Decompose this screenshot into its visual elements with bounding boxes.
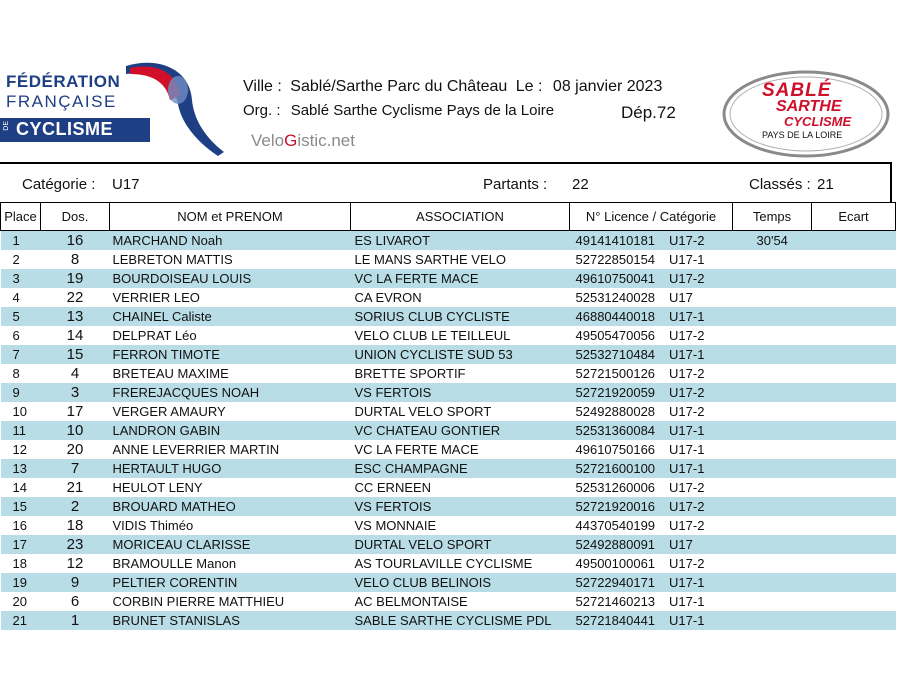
cell-association: CC ERNEEN [351,478,570,497]
cell-temps [733,326,812,345]
licence-category: U17-2 [669,556,705,571]
cell-dossard: 6 [41,592,110,611]
table-row [1,250,896,269]
licence-number: 49610750041 [575,271,656,286]
cell-ecart [812,478,896,497]
cell-nom: BROUARD MATHEO [110,497,351,516]
licence-number: 52722850154 [575,252,656,267]
ffc-logo-de: DE [3,121,10,131]
cell-association: BRETTE SPORTIF [351,364,570,383]
licence-category: U17-1 [669,613,705,628]
cell-licence [570,459,733,478]
cell-dossard: 2 [41,497,110,516]
licence-number: 52722940171 [575,575,656,590]
cell-ecart [812,497,896,516]
table-row [1,554,896,573]
cell-association: VS FERTOIS [351,383,570,402]
table-row [1,592,896,611]
col-header-place: Place [1,203,41,231]
cell-licence [570,573,733,592]
cell-licence [570,516,733,535]
licence-category: U17-2 [669,233,705,248]
cell-licence [570,364,733,383]
licence-number: 52531240028 [575,290,656,305]
cell-licence [570,383,733,402]
table-row [1,383,896,402]
cell-licence [570,326,733,345]
cell-association: VS MONNAIE [351,516,570,535]
ffc-logo [0,60,230,160]
cell-place: 12 [1,440,41,459]
cell-licence [570,231,733,251]
cell-association: LE MANS SARTHE VELO [351,250,570,269]
cell-licence [570,250,733,269]
cell-licence [570,478,733,497]
cell-ecart [812,326,896,345]
licence-category: U17-1 [669,461,705,476]
licence-category: U17-1 [669,594,705,609]
cell-ecart [812,231,896,251]
licence-category: U17-2 [669,518,705,533]
partants-value: 22 [572,176,589,193]
table-row [1,440,896,459]
cell-nom: FREREJACQUES NOAH [110,383,351,402]
cell-ecart [812,269,896,288]
cell-ecart [812,288,896,307]
departement: Dép.72 [621,103,676,122]
cell-ecart [812,402,896,421]
cell-place: 10 [1,402,41,421]
categorie-label: Catégorie : [22,176,96,193]
cell-nom: MORICEAU CLARISSE [110,535,351,554]
licence-number: 52721920016 [575,499,656,514]
licence-number: 44370540199 [575,518,656,533]
cell-association: VC LA FERTE MACE [351,440,570,459]
cell-licence [570,421,733,440]
cell-ecart [812,459,896,478]
cell-ecart [812,535,896,554]
cell-ecart [812,592,896,611]
cell-association: ES LIVAROT [351,231,570,251]
licence-category: U17-2 [669,480,705,495]
licence-number: 49500100061 [575,556,656,571]
cell-ecart [812,250,896,269]
org-value: Sablé Sarthe Cyclisme Pays de la Loire [290,102,555,119]
col-header-nom: NOM et PRENOM [110,203,351,231]
table-row [1,345,896,364]
cell-dossard: 13 [41,307,110,326]
table-row [1,326,896,345]
classes-value: 21 [817,176,834,193]
table-row [1,269,896,288]
licence-category: U17 [669,290,693,305]
cell-temps [733,592,812,611]
cell-dossard: 9 [41,573,110,592]
licence-number: 52721500126 [575,366,656,381]
licence-number: 49505470056 [575,328,656,343]
cell-association: DURTAL VELO SPORT [351,402,570,421]
cell-licence [570,611,733,630]
cell-licence [570,554,733,573]
table-row [1,611,896,630]
cell-place: 16 [1,516,41,535]
cell-dossard: 10 [41,421,110,440]
table-row [1,497,896,516]
date-value: 08 janvier 2023 [552,78,663,95]
licence-number: 52492880091 [575,537,656,552]
table-row [1,478,896,497]
cell-nom: PELTIER CORENTIN [110,573,351,592]
licence-category: U17 [669,537,693,552]
cell-dossard: 15 [41,345,110,364]
cell-association: ESC CHAMPAGNE [351,459,570,478]
cell-temps [733,402,812,421]
ffc-logo-band-text: CYCLISME [16,119,114,139]
cell-dossard: 21 [41,478,110,497]
cell-temps [733,421,812,440]
cell-nom: VERRIER LEO [110,288,351,307]
cell-association: DURTAL VELO SPORT [351,535,570,554]
date-label: Le : [515,78,543,95]
table-row [1,307,896,326]
col-header-association: ASSOCIATION [351,203,570,231]
cell-nom: HEULOT LENY [110,478,351,497]
cell-nom: BRUNET STANISLAS [110,611,351,630]
cell-temps [733,516,812,535]
cell-ecart [812,421,896,440]
licence-category: U17-2 [669,271,705,286]
cell-place: 14 [1,478,41,497]
cell-ecart [812,554,896,573]
licence-number: 52531360084 [575,423,656,438]
sable-logo-line4: PAYS DE LA LOIRE [762,130,843,140]
col-header-dos: Dos. [41,203,110,231]
cell-temps [733,364,812,383]
cell-temps [733,440,812,459]
cell-nom: BRAMOULLE Manon [110,554,351,573]
ffc-logo-band [0,118,150,142]
cell-ecart [812,383,896,402]
cell-licence [570,402,733,421]
cell-dossard: 3 [41,383,110,402]
cell-nom: VERGER AMAURY [110,402,351,421]
cell-dossard: 4 [41,364,110,383]
classes-label: Classés : [749,176,811,193]
partants-label: Partants : [483,176,548,193]
licence-category: U17-2 [669,366,705,381]
cell-dossard: 22 [41,288,110,307]
cell-nom: LANDRON GABIN [110,421,351,440]
cell-dossard: 23 [41,535,110,554]
cell-place: 6 [1,326,41,345]
licence-number: 52721840441 [575,613,656,628]
cell-place: 19 [1,573,41,592]
table-row [1,459,896,478]
cell-place: 5 [1,307,41,326]
cell-association: UNION CYCLISTE SUD 53 [351,345,570,364]
table-row [1,516,896,535]
cell-licence [570,288,733,307]
licence-category: U17-1 [669,347,705,362]
table-row [1,535,896,554]
cell-dossard: 7 [41,459,110,478]
cell-nom: DELPRAT Léo [110,326,351,345]
licence-number: 52721920059 [575,385,656,400]
licence-number: 52721460213 [575,594,656,609]
table-row [1,402,896,421]
col-header-ecart: Ecart [812,203,896,231]
cell-dossard: 18 [41,516,110,535]
ville-value: Sablé/Sarthe Parc du Château [290,78,508,95]
cell-dossard: 16 [41,231,110,251]
licence-category: U17-1 [669,252,705,267]
licence-number: 52532710484 [575,347,656,362]
col-header-licence: N° Licence / Catégorie [570,203,733,231]
cell-temps [733,307,812,326]
cell-place: 3 [1,269,41,288]
cell-nom: HERTAULT HUGO [110,459,351,478]
ffc-swoosh-icon [120,60,230,160]
cell-nom: CHAINEL Caliste [110,307,351,326]
category-summary-bar [0,162,892,202]
org-line [243,102,554,119]
sable-sarthe-logo [722,70,890,158]
org-label: Org. : [243,102,281,119]
cell-nom: BOURDOISEAU LOUIS [110,269,351,288]
cell-place: 2 [1,250,41,269]
ville-line [243,78,662,96]
sable-logo-line1: SABLÉ [762,80,832,101]
table-row [1,573,896,592]
licence-category: U17-1 [669,309,705,324]
cell-association: VS FERTOIS [351,497,570,516]
cell-temps [733,459,812,478]
cell-association: AS TOURLAVILLE CYCLISME [351,554,570,573]
cell-licence [570,535,733,554]
table-row [1,231,896,251]
cell-dossard: 12 [41,554,110,573]
cell-ecart [812,345,896,364]
cell-dossard: 14 [41,326,110,345]
licence-category: U17-1 [669,442,705,457]
cell-temps [733,478,812,497]
ville-label: Ville : [243,78,282,95]
cell-dossard: 8 [41,250,110,269]
cell-ecart [812,573,896,592]
cell-place: 4 [1,288,41,307]
licence-category: U17-1 [669,423,705,438]
cell-place: 11 [1,421,41,440]
licence-category: U17-1 [669,575,705,590]
cell-association: SORIUS CLUB CYCLISTE [351,307,570,326]
cell-temps [733,554,812,573]
licence-number: 49141410181 [575,233,656,248]
cell-association: CA EVRON [351,288,570,307]
cell-dossard: 20 [41,440,110,459]
cell-dossard: 19 [41,269,110,288]
cell-temps [733,611,812,630]
cell-licence [570,307,733,326]
cell-association: VELO CLUB LE TEILLEUL [351,326,570,345]
licence-category: U17-2 [669,404,705,419]
cell-nom: LEBRETON MATTIS [110,250,351,269]
table-row [1,364,896,383]
cell-temps [733,573,812,592]
licence-number: 52492880028 [575,404,656,419]
licence-number: 49610750166 [575,442,656,457]
cell-temps [733,288,812,307]
cell-licence [570,440,733,459]
cell-place: 20 [1,592,41,611]
sable-logo-line3: CYCLISME [784,114,852,129]
licence-category: U17-2 [669,385,705,400]
licence-number: 52531260006 [575,480,656,495]
cell-nom: CORBIN PIERRE MATTHIEU [110,592,351,611]
results-table [0,202,896,630]
cell-place: 18 [1,554,41,573]
cell-ecart [812,516,896,535]
cell-ecart [812,307,896,326]
cell-ecart [812,611,896,630]
cell-association: VC CHATEAU GONTIER [351,421,570,440]
table-header-row [1,203,896,231]
cell-place: 13 [1,459,41,478]
cell-place: 1 [1,231,41,251]
cell-ecart [812,440,896,459]
cell-licence [570,497,733,516]
cell-temps [733,383,812,402]
velogistic-link: VeloGistic.net [251,131,355,150]
cell-licence [570,269,733,288]
licence-category: U17-2 [669,328,705,343]
licence-number: 52721600100 [575,461,656,476]
cell-place: 8 [1,364,41,383]
categorie-value: U17 [112,176,140,193]
cell-place: 7 [1,345,41,364]
licence-category: U17-2 [669,499,705,514]
ffc-logo-line2: FRANÇAISE [6,92,117,111]
sable-logo-line2: SARTHE [776,98,842,115]
cell-temps [733,535,812,554]
cell-nom: VIDIS Thiméo [110,516,351,535]
cell-temps [733,250,812,269]
cell-dossard: 17 [41,402,110,421]
cell-association: AC BELMONTAISE [351,592,570,611]
cell-nom: FERRON TIMOTE [110,345,351,364]
cell-place: 15 [1,497,41,516]
licence-number: 46880440018 [575,309,656,324]
cell-temps [733,345,812,364]
cell-licence [570,345,733,364]
cell-dossard: 1 [41,611,110,630]
cell-temps: 30'54 [733,231,812,251]
cell-association: SABLE SARTHE CYCLISME PDL [351,611,570,630]
cell-nom: MARCHAND Noah [110,231,351,251]
cell-nom: BRETEAU MAXIME [110,364,351,383]
cell-temps [733,269,812,288]
col-header-temps: Temps [733,203,812,231]
table-row [1,421,896,440]
cell-ecart [812,364,896,383]
table-row [1,288,896,307]
cell-place: 17 [1,535,41,554]
cell-nom: ANNE LEVERRIER MARTIN [110,440,351,459]
cell-place: 21 [1,611,41,630]
cell-licence [570,592,733,611]
cell-association: VELO CLUB BELINOIS [351,573,570,592]
cell-place: 9 [1,383,41,402]
cell-association: VC LA FERTE MACE [351,269,570,288]
ffc-logo-line1: FÉDÉRATION [6,72,121,91]
cell-temps [733,497,812,516]
